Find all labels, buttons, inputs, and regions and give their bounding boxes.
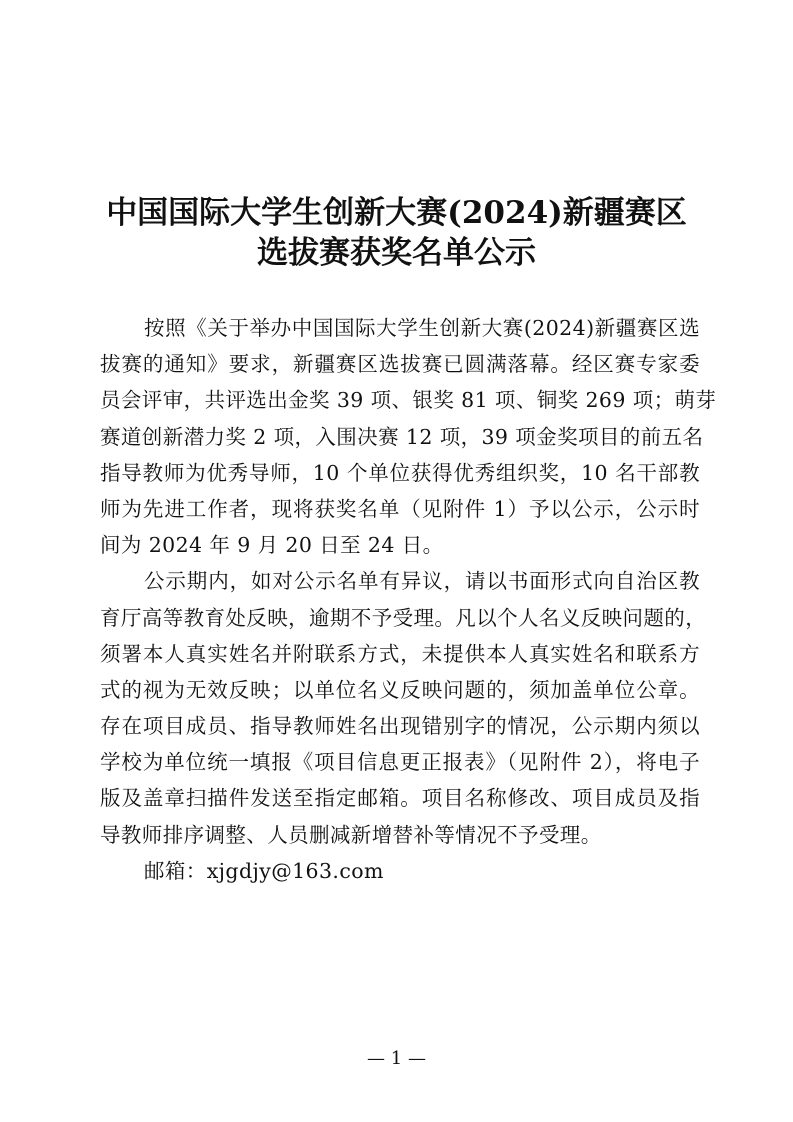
paragraph-1-line-3: 员会评审，共评选出金奖 39 项、银奖 81 项、铜奖 269 项；萌芽 <box>100 388 717 413</box>
paragraph-1-line-4: 赛道创新潜力奖 2 项，入围决赛 12 项，39 项金奖项目的前五名 <box>100 424 704 449</box>
paragraph-1-line-1: 按照《关于举办中国国际大学生创新大赛(2024)新疆赛区选 <box>144 316 700 340</box>
paragraph-2-line-6: 学校为单位统一填报《项目信息更正报表》（见附件 2），将电子 <box>100 750 700 775</box>
page-number: — 1 — <box>367 1048 426 1069</box>
paragraph-2-line-8: 导教师排序调整、人员删减新增替补等情况不予受理。 <box>100 822 602 847</box>
paragraph-1-line-6: 师为先进工作者，现将获奖名单（见附件 1）予以公示，公示时 <box>100 496 700 521</box>
document-title-line-1: 中国国际大学生创新大赛(2024)新疆赛区 <box>106 195 687 231</box>
paragraph-2-line-7: 版及盖章扫描件发送至指定邮箱。项目名称修改、项目成员及指 <box>100 786 700 811</box>
document-body <box>100 310 717 889</box>
paragraph-1-line-7: 间为 2024 年 9 月 20 日至 24 日。 <box>100 533 444 558</box>
paragraph-1-line-2: 拔赛的通知》要求，新疆赛区选拔赛已圆满落幕。经区赛专家委 <box>100 352 700 377</box>
paragraph-2-line-4: 式的视为无效反映；以单位名义反映问题的，须加盖单位公章。 <box>100 677 700 702</box>
paragraph-2-line-3: 须署本人真实姓名并附联系方式，未提供本人真实姓名和联系方 <box>100 641 700 666</box>
document-title-line-2: 选拔赛获奖名单公示 <box>257 235 536 271</box>
email-line: 邮箱：xjgdjy@163.com <box>144 858 384 883</box>
paragraph-2-line-1: 公示期内，如对公示名单有异议，请以书面形式向自治区教 <box>144 569 700 594</box>
paragraph-1-line-5: 指导教师为优秀导师，10 个单位获得优秀组织奖，10 名干部教 <box>100 460 700 485</box>
paragraph-2-line-2: 育厅高等教育处反映，逾期不予受理。凡以个人名义反映问题的， <box>100 605 707 630</box>
paragraph-2-line-5: 存在项目成员、指导教师姓名出现错别字的情况，公示期内须以 <box>100 714 700 739</box>
